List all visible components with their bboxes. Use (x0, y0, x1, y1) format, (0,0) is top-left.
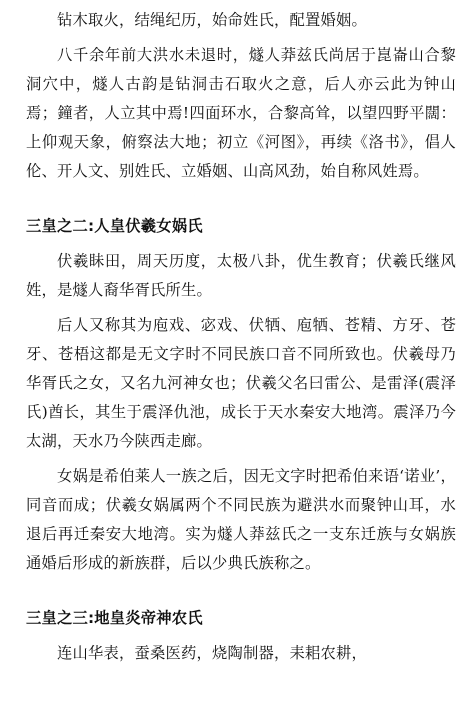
paragraph: 伏羲眛田，周天历度，太极八卦，优生教育；伏羲氏继风姓，是燧人裔华胥氏所生。 (26, 252, 456, 299)
section-heading: 三皇之二:人皇伏羲女娲氏 (26, 217, 203, 235)
paragraph: 八千余年前大洪水未退时，燧人莽兹氏尚居于崑崙山合黎洞穴中，燧人古韵是钻洞击石取火之意，后人亦云此为钟山焉；鐘者，人立其中焉!四面环水，合黎高耸，以望四野平闊：上仰观天象，俯察法大地；初立《河图》，再续《洛书》，倡人伦、开人文、别姓氏、立婚姻、山高风劲，始自称风姓焉。 (26, 46, 456, 180)
paragraph: 连山华表，蚕桑医药，烧陶制器，耒耜农耕， (57, 644, 367, 662)
paragraph: 钻木取火，结绳纪历，始命姓氏，配置婚姻。 (57, 11, 367, 29)
paragraph: 女娲是希伯莱人一族之后，因无文字时把希伯来语‘诺业’，同音而成；伏羲女娲属两个不同民族为避洪水而聚钟山耳，水退后再迁秦安大地湾。实为燧人莽兹氏之一支东迁族与女娲族通婚后形成的新族群，后以少典氏族称之。 (26, 467, 456, 572)
section-heading: 三皇之三:地皇炎帝神农氏 (26, 609, 203, 627)
paragraph: 后人又称其为庖戏、宓戏、伏牺、庖牺、苍精、方牙、苍牙、苍梧这都是无文字时不同民族口音不同所致也。伏羲母乃华胥氏之女，又名九河神女也；伏羲父名曰雷公、是雷泽(震泽氏)酋长，其生于震泽仇池，成长于天水秦安大地湾。震泽乃今太湖，天水乃今陕西走廊。 (26, 316, 456, 450)
